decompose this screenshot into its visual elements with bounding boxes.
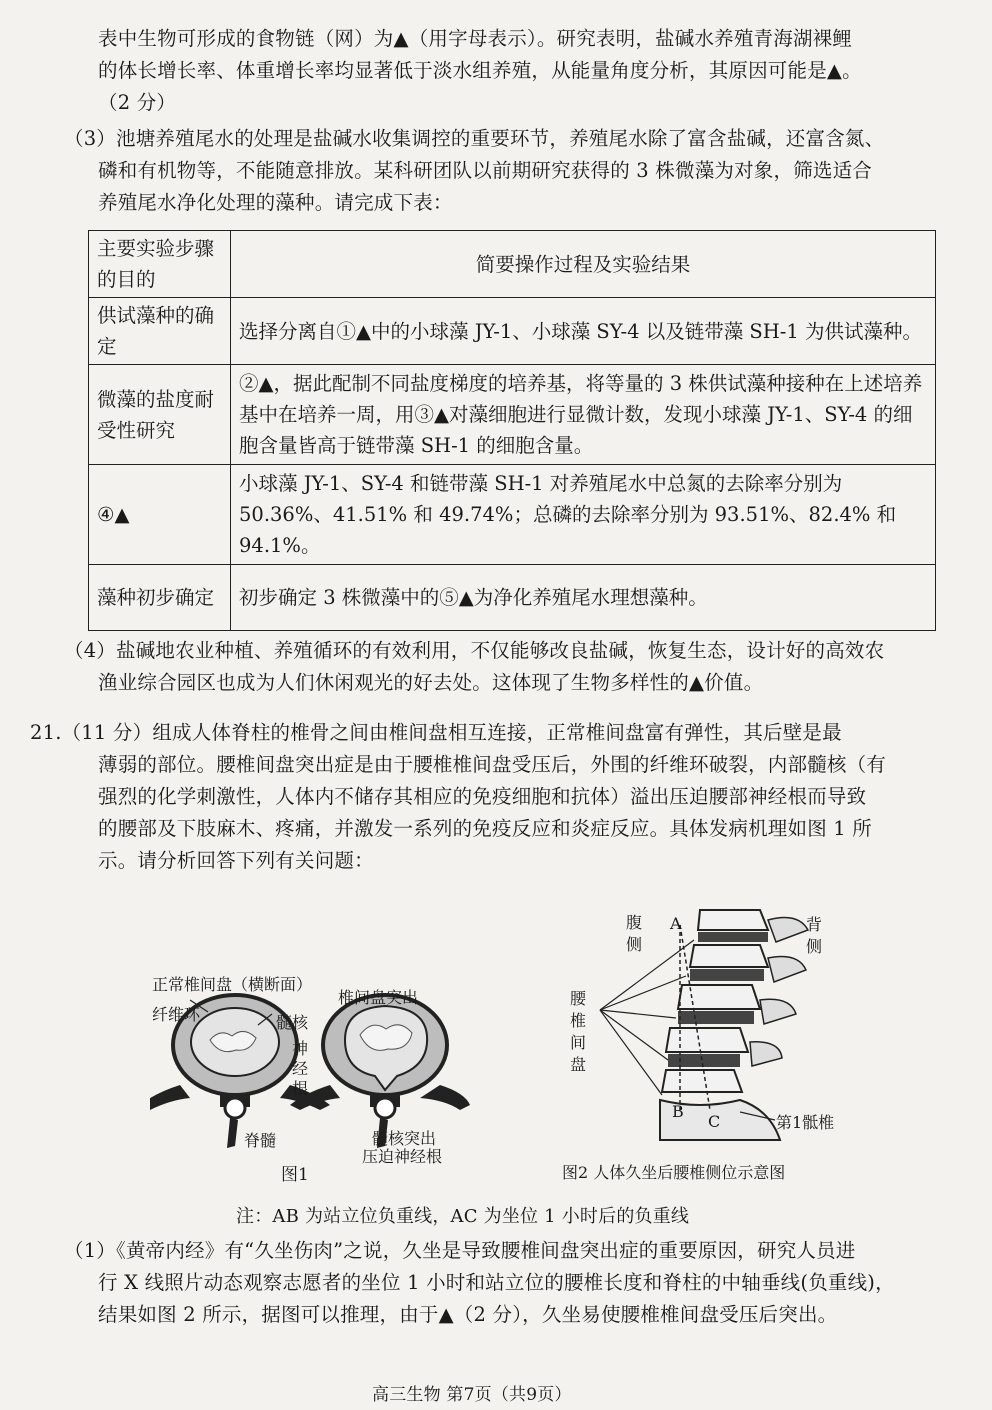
fig1-label-fiber-ring: 纤维环 [152, 1005, 201, 1024]
question-21-1: （1）《黄帝内经》有“久坐伤肉”之说，久坐是导致腰椎间盘突出症的重要原因，研究人员进 [64, 1239, 856, 1262]
table-header-cell: 简要操作过程及实验结果 [231, 231, 936, 298]
fig2-point-a: A [670, 914, 682, 933]
question-21: 21.（11 分）组成人体脊柱的椎骨之间由椎间盘相互连接，正常椎间盘富有弹性，其后壁是最 [30, 721, 842, 744]
table-cell: 选择分离自①▲中的小球藻 JY-1、小球藻 SY-4 以及链带藻 SH-1 为供试藻种。 [231, 298, 936, 365]
table-header-cell: 主要实验步骤的目的 [89, 231, 231, 298]
fig2-point-b: B [672, 1102, 684, 1121]
table-header-row [89, 231, 936, 298]
fig1-label-herniation: 髓核突出 [372, 1129, 437, 1148]
fig2-label-dorsal: 侧 [806, 937, 823, 956]
fig2-label-disc: 椎 [570, 1011, 587, 1030]
experiment-table [88, 230, 936, 631]
text-line: 示。请分析回答下列有关问题： [98, 849, 374, 872]
fig2-label-dorsal: 背 [806, 915, 823, 934]
fig1-label-herniation: 压迫神经根 [362, 1147, 443, 1166]
fig1-caption: 图1 [281, 1165, 309, 1185]
text-line: 的腰部及下肢麻木、疼痛，并激发一系列的免疫反应和炎症反应。具体发病机理如图 1 所 [98, 817, 873, 840]
text-line: 的体长增长率、体重增长率均显著低于淡水组养殖，从能量角度分析，其原因可能是▲。 [98, 59, 862, 82]
table-row [89, 365, 936, 465]
page-footer: 高三生物 第7页（共9页） [372, 1385, 572, 1405]
fig1-label-nerve: 神 [292, 1039, 309, 1058]
fig2-label-disc: 腰 [570, 989, 587, 1008]
fig1-label-nucleus: 髓核 [276, 1013, 309, 1032]
table-cell: 微藻的盐度耐受性研究 [89, 365, 231, 465]
fig1-label-nerve: 根 [292, 1079, 309, 1098]
text-line: 强烈的化学刺激性，人体内不储存其相应的免疫细胞和抗体）溢出压迫腰部神经根而导致 [98, 785, 867, 808]
question-4: （4）盐碱地农业种植、养殖循环的有效利用，不仅能够改良盐碱，恢复生态，设计好的高效农 [64, 639, 885, 662]
table-cell: 初步确定 3 株微藻中的⑤▲为净化养殖尾水理想藻种。 [231, 565, 936, 631]
text-line: 养殖尾水净化处理的藻种。请完成下表： [98, 191, 453, 214]
table-row [89, 465, 936, 565]
text-line: 结果如图 2 所示，据图可以推理，由于▲（2 分），久坐易使腰椎椎间盘受压后突出。 [98, 1303, 838, 1326]
fig2-caption: 图2 人体久坐后腰椎侧位示意图 [562, 1163, 786, 1182]
text-line: 行 X 线照片动态观察志愿者的坐位 1 小时和站立位的腰椎长度和脊柱的中轴垂线(负重线)， [98, 1271, 895, 1294]
figure-note: 注：AB 为站立位负重线，AC 为坐位 1 小时后的负重线 [236, 1206, 690, 1227]
text-line: （2 分） [98, 91, 177, 114]
fig1-title-normal: 正常椎间盘（横断面） [152, 975, 313, 994]
table-cell: 小球藻 JY-1、SY-4 和链带藻 SH-1 对养殖尾水中总氮的去除率分别为 50.36%、41.51% 和 49.74%；总磷的去除率分别为 93.51%、82.4% 和 94.1%。 [231, 465, 936, 565]
fig1-title-herniated: 椎间盘突出 [338, 988, 419, 1007]
table-cell: 供试藻种的确定 [89, 298, 231, 365]
question-3: （3）池塘养殖尾水的处理是盐碱水收集调控的重要环节，养殖尾水除了富含盐碱，还富含氮、 [64, 127, 885, 150]
fig2-label-disc: 间 [570, 1033, 587, 1052]
table-cell: ②▲，据此配制不同盐度梯度的培养基，将等量的 3 株供试藻种接种在上述培养基中在培养一周，用③▲对藻细胞进行显微计数，发现小球藻 JY-1、SY-4 的细胞含量皆高于链带藻 SH-1 的细胞含量。 [231, 365, 936, 465]
fig2-label-ventral: 腹 [626, 913, 643, 932]
fig1-label-nerve: 经 [292, 1059, 309, 1078]
fig2-label-disc: 盘 [570, 1055, 587, 1074]
text-line: 表中生物可形成的食物链（网）为▲（用字母表示）。研究表明，盐碱水养殖青海湖裸鲤 [98, 27, 853, 50]
fig2-label-ventral: 侧 [626, 935, 643, 954]
table-cell: 藻种初步确定 [89, 565, 231, 631]
fig2-point-c: C [708, 1112, 721, 1131]
text-line: 磷和有机物等，不能随意排放。某科研团队以前期研究获得的 3 株微藻为对象，筛选适合 [98, 159, 873, 182]
table-row [89, 298, 936, 365]
table-cell: ④▲ [89, 465, 231, 565]
text-line: 薄弱的部位。腰椎间盘突出症是由于腰椎椎间盘受压后，外围的纤维环破裂，内部髓核（有 [98, 753, 887, 776]
fig1-label-spinal-cord: 脊髓 [244, 1131, 277, 1150]
table-row [89, 565, 936, 631]
text-line: 渔业综合园区也成为人们休闲观光的好去处。这体现了生物多样性的▲价值。 [98, 671, 764, 694]
fig2-label-sacrum: 第1骶椎 [776, 1113, 835, 1132]
